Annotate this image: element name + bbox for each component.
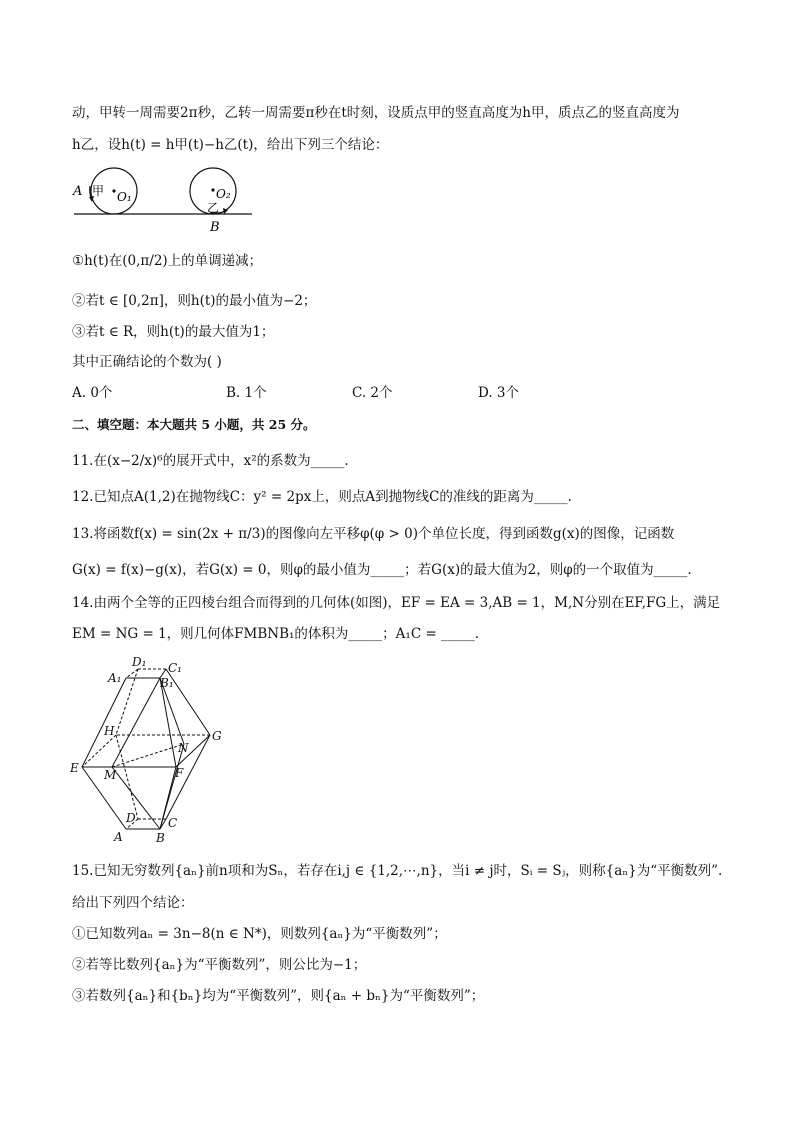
option-d: D. 3个: [478, 385, 520, 401]
label-e: E: [70, 761, 79, 775]
label-c: C: [168, 816, 178, 830]
option-c: C. 2个: [352, 385, 393, 401]
label-h: H: [104, 724, 115, 738]
label-d: D: [126, 811, 136, 825]
center-o2: [211, 188, 214, 191]
label-d1: D₁: [132, 656, 147, 669]
label-f: F: [175, 766, 184, 780]
label-a: A: [73, 184, 83, 199]
label-yi: 乙: [207, 201, 220, 215]
section-title: 二、填空题：本大题共 5 小题，共 25 分。: [72, 417, 316, 432]
label-o1: O₁: [117, 190, 132, 204]
question-14-line-1: 14.由两个全等的正四棱台组合而得到的几何体(如图)，EF = EA = 3,AB = 1，M,N分别在EF,FG上，满足: [72, 595, 721, 611]
question-13-line-1: 13.将函数f(x) = sin(2x + π/3)的图像向左平移φ(φ > 0)个单位长度，得到函数g(x)的图像，记函数: [72, 526, 675, 542]
label-m: M: [104, 768, 117, 782]
label-b: B: [156, 831, 165, 845]
question-15-line-1: 15.已知无穷数列{aₙ}前n项和为Sₙ，若存在i,j ∈ {1,2,⋯,n}，当i ≠ j时，Sᵢ = Sⱼ，则称{aₙ}为“平衡数列”.: [72, 863, 723, 879]
label-jia: 甲: [92, 184, 105, 198]
question-15-line-5: ③若数列{aₙ}和{bₙ}均为“平衡数列”，则{aₙ + bₙ}为“平衡数列”；: [72, 988, 485, 1004]
q10-conclusion-2: ②若t ∈ [0,2π]，则h(t)的最小值为−2；: [72, 293, 317, 309]
q10-question: 其中正确结论的个数为( ): [72, 354, 222, 370]
label-a: A: [114, 830, 123, 844]
label-b: B: [210, 220, 220, 235]
label-n: N: [178, 741, 189, 755]
label-b1: B₁: [160, 676, 174, 690]
question-15-line-4: ②若等比数列{aₙ}为“平衡数列”，则公比为−1；: [72, 957, 367, 973]
center-o1: [112, 189, 115, 192]
q10-intro-line-2: h乙，设h(t) = h甲(t)−h乙(t)，给出下列三个结论：: [72, 137, 389, 153]
q10-conclusion-3: ③若t ∈ R，则h(t)的最大值为1；: [72, 324, 275, 340]
label-a1: A₁: [108, 671, 122, 685]
q10-intro-line-1: 动，甲转一周需要2π秒，乙转一周需要π秒在t时刻，设质点甲的竖直高度为h甲，质点乙的竖直高度为: [72, 105, 680, 121]
question-12: 12.已知点A(1,2)在抛物线C：y² = 2px上，则点A到抛物线C的准线的距离为_____.: [72, 489, 572, 505]
frustum-solid-figure: [68, 656, 238, 846]
label-o2: O₂: [216, 187, 231, 201]
q10-conclusion-1: ①h(t)在(0,π/2)上的单调递减；: [72, 253, 263, 269]
question-14-line-2: EM = NG = 1，则几何体FMBNB₁的体积为_____；A₁C = _____.: [72, 626, 480, 642]
question-15-line-2: 给出下列四个结论：: [72, 895, 194, 911]
label-g: G: [212, 729, 222, 743]
label-c1: C₁: [168, 661, 182, 675]
two-wheels-figure: [70, 164, 260, 236]
option-a: A. 0个: [72, 385, 113, 401]
question-13-line-2: G(x) = f(x)−g(x)，若G(x) = 0，则φ的最小值为_____；若G(x)的最大值为2，则φ的一个取值为_____.: [72, 562, 692, 578]
question-11: 11.在(x−2/x)⁶的展开式中，x²的系数为_____.: [72, 453, 349, 469]
option-b: B. 1个: [226, 385, 267, 401]
question-15-line-3: ①已知数列aₙ = 3n−8(n ∈ N*)，则数列{aₙ}为“平衡数列”；: [72, 926, 447, 942]
